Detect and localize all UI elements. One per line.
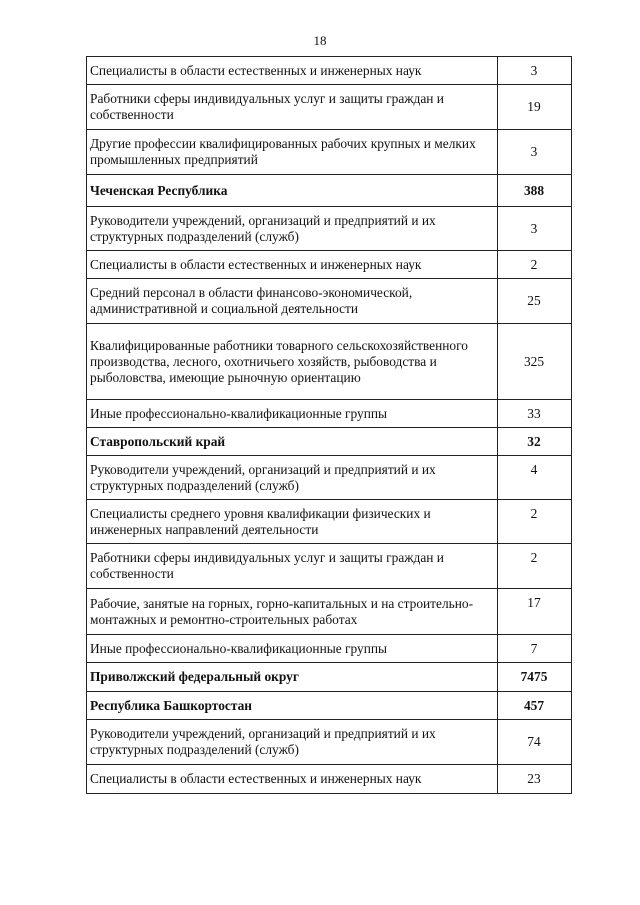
region-name: Ставропольский край — [87, 428, 498, 456]
profession-group-name: Специалисты в области естественных и инженерных наук — [87, 57, 498, 85]
table-row — [87, 279, 572, 324]
quota-count: 2 — [498, 544, 572, 589]
region-total: 7475 — [498, 663, 572, 692]
quota-count: 3 — [498, 130, 572, 175]
profession-group-name: Иные профессионально-квалификационные группы — [87, 400, 498, 428]
quota-table-body — [87, 57, 572, 794]
profession-group-name: Работники сферы индивидуальных услуг и защиты граждан и собственности — [87, 544, 498, 589]
quota-count: 2 — [498, 251, 572, 279]
profession-group-name: Руководители учреждений, организаций и предприятий и их структурных подразделений (служб) — [87, 207, 498, 251]
quota-count: 23 — [498, 765, 572, 794]
profession-group-name: Руководители учреждений, организаций и предприятий и их структурных подразделений (служб) — [87, 720, 498, 765]
table-row — [87, 500, 572, 544]
table-row — [87, 85, 572, 130]
region-row — [87, 175, 572, 207]
region-total: 457 — [498, 692, 572, 720]
table-row — [87, 400, 572, 428]
quota-count: 3 — [498, 57, 572, 85]
region-row — [87, 428, 572, 456]
table-row — [87, 207, 572, 251]
table-row — [87, 544, 572, 589]
table-row — [87, 324, 572, 400]
table-row — [87, 635, 572, 663]
region-name: Чеченская Республика — [87, 175, 498, 207]
profession-group-name: Средний персонал в области финансово-экономической, административной и социальной деятельности — [87, 279, 498, 324]
region-name: Республика Башкортостан — [87, 692, 498, 720]
region-name: Приволжский федеральный округ — [87, 663, 498, 692]
region-total: 32 — [498, 428, 572, 456]
profession-group-name: Иные профессионально-квалификационные группы — [87, 635, 498, 663]
profession-group-name: Специалисты в области естественных и инженерных наук — [87, 765, 498, 794]
region-row — [87, 663, 572, 692]
profession-group-name: Руководители учреждений, организаций и предприятий и их структурных подразделений (служб) — [87, 456, 498, 500]
profession-group-name: Рабочие, занятые на горных, горно-капитальных и на строительно-монтажных и ремонтно-строительных работах — [87, 589, 498, 635]
table-row — [87, 456, 572, 500]
page-number: 18 — [313, 33, 327, 48]
region-row — [87, 692, 572, 720]
profession-group-name: Другие профессии квалифицированных рабочих крупных и мелких промышленных предприятий — [87, 130, 498, 175]
table-row — [87, 720, 572, 765]
profession-group-name: Работники сферы индивидуальных услуг и защиты граждан и собственности — [87, 85, 498, 130]
quota-table — [86, 56, 572, 794]
table-row — [87, 765, 572, 794]
quota-count: 25 — [498, 279, 572, 324]
quota-count: 2 — [498, 500, 572, 544]
quota-count: 325 — [498, 324, 572, 400]
quota-count: 7 — [498, 635, 572, 663]
profession-group-name: Квалифицированные работники товарного сельскохозяйственного производства, лесного, охотничьего хозяйств, рыбоводства и рыболовства, имеющие рыночную ориентацию — [87, 324, 498, 400]
quota-count: 3 — [498, 207, 572, 251]
region-total: 388 — [498, 175, 572, 207]
table-row — [87, 130, 572, 175]
quota-count: 19 — [498, 85, 572, 130]
quota-count: 4 — [498, 456, 572, 500]
table-row — [87, 251, 572, 279]
quota-count: 33 — [498, 400, 572, 428]
table-row — [87, 589, 572, 635]
quota-count: 17 — [498, 589, 572, 635]
profession-group-name: Специалисты среднего уровня квалификации физических и инженерных направлений деятельности — [87, 500, 498, 544]
profession-group-name: Специалисты в области естественных и инженерных наук — [87, 251, 498, 279]
quota-count: 74 — [498, 720, 572, 765]
table-row — [87, 57, 572, 85]
